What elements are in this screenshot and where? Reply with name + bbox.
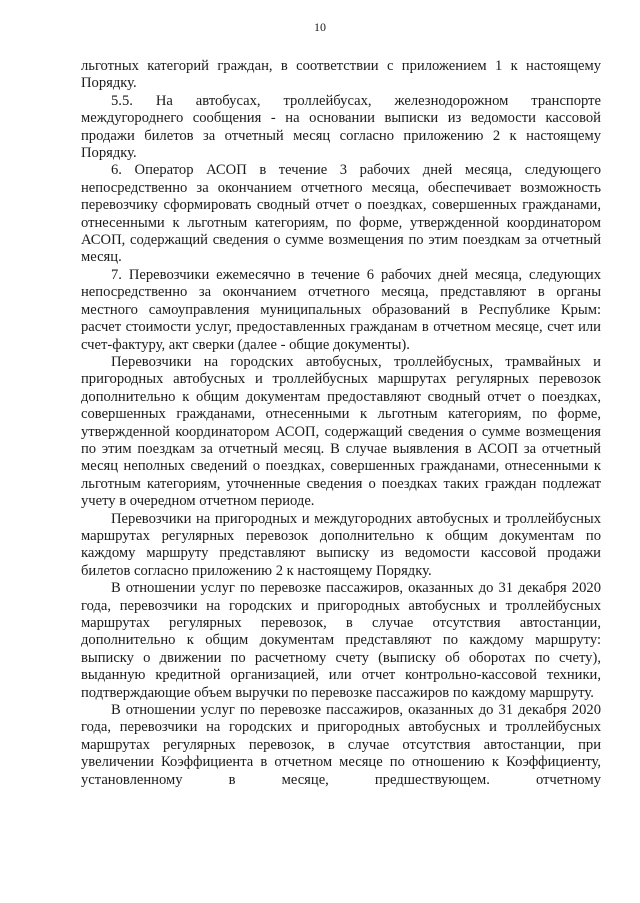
document-body <box>81 58 601 789</box>
paragraph: В отношении услуг по перевозке пассажиров, оказанных до 31 декабря 2020 года, перевозчики на городских и пригородных автобусных и троллейбусных маршрутах регулярных перевозок, в случае отсутствия автостанции, дополнительно к общим документам представляют по каждому маршруту: выписку о движении по расчетному счету (выписку об оборотах по счету), выданную кредитной организацией, или отчет контрольно-кассовой техники, подтверждающие объем выручки по перевозке пассажиров по каждому маршруту. <box>81 580 601 701</box>
page-number: 10 <box>314 20 326 34</box>
paragraph: Перевозчики на пригородных и междугородних автобусных и троллейбусных маршрутах регулярных перевозок дополнительно к общим документам по каждому маршруту представляют выписку из ведомости кассовой продажи билетов согласно приложению 2 к настоящему Порядку. <box>81 510 601 579</box>
paragraph: Перевозчики на городских автобусных, троллейбусных, трамвайных и пригородных автобусных и троллейбусных маршрутах регулярных перевозок дополнительно к общим документам предоставляют сводный отчет о поездках, совершенных гражданами, отнесенными к льготным категориям, по форме, утвержденной координатором АСОП, содержащий сведения о сумме возмещения по этим поездкам за отчетный месяц. В случае выявления в АСОП за отчетный месяц неполных сведений о поездках, совершенных гражданами, отнесенными к льготным категориям, уточненные сведения о поездках таких граждан подлежат учету в очередном отчетном периоде. <box>81 353 601 510</box>
paragraph: В отношении услуг по перевозке пассажиров, оказанных до 31 декабря 2020 года, перевозчики на городских и пригородных автобусных и троллейбусных маршрутах регулярных перевозок, в случае отсутствия автостанции, при увеличении Коэффициента в отчетном месяце по отношению к Коэффициенту, установленному в месяце, предшествующем. отчетному <box>81 702 601 788</box>
paragraph: льготных категорий граждан, в соответствии с приложением 1 к настоящему Порядку. <box>81 58 601 92</box>
paragraph: 6. Оператор АСОП в течение 3 рабочих дней месяца, следующего непосредственно за окончанием отчетного месяца, обеспечивает возможность перевозчику сформировать сводный отчет о поездках, совершенных гражданами, отнесенными к льготным категориям, по форме, утвержденной координатором АСОП, содержащий сведения о сумме возмещения по этим поездкам за отчетный месяц. <box>81 162 601 266</box>
paragraph: 7. Перевозчики ежемесячно в течение 6 рабочих дней месяца, следующих непосредственно за окончанием отчетного месяца, представляют в органы местного самоуправления муниципальных образований в Республике Крым: расчет стоимости услуг, предоставленных гражданам в отчетном месяце, счет или счет-фактуру, акт сверки (далее - общие документы). <box>81 266 601 353</box>
paragraph: 5.5. На автобусах, троллейбусах, железнодорожном транспорте междугороднего сообщения - на основании выписки из ведомости кассовой продажи билетов за отчетный месяц согласно приложению 2 к настоящему Порядку. <box>81 92 601 162</box>
